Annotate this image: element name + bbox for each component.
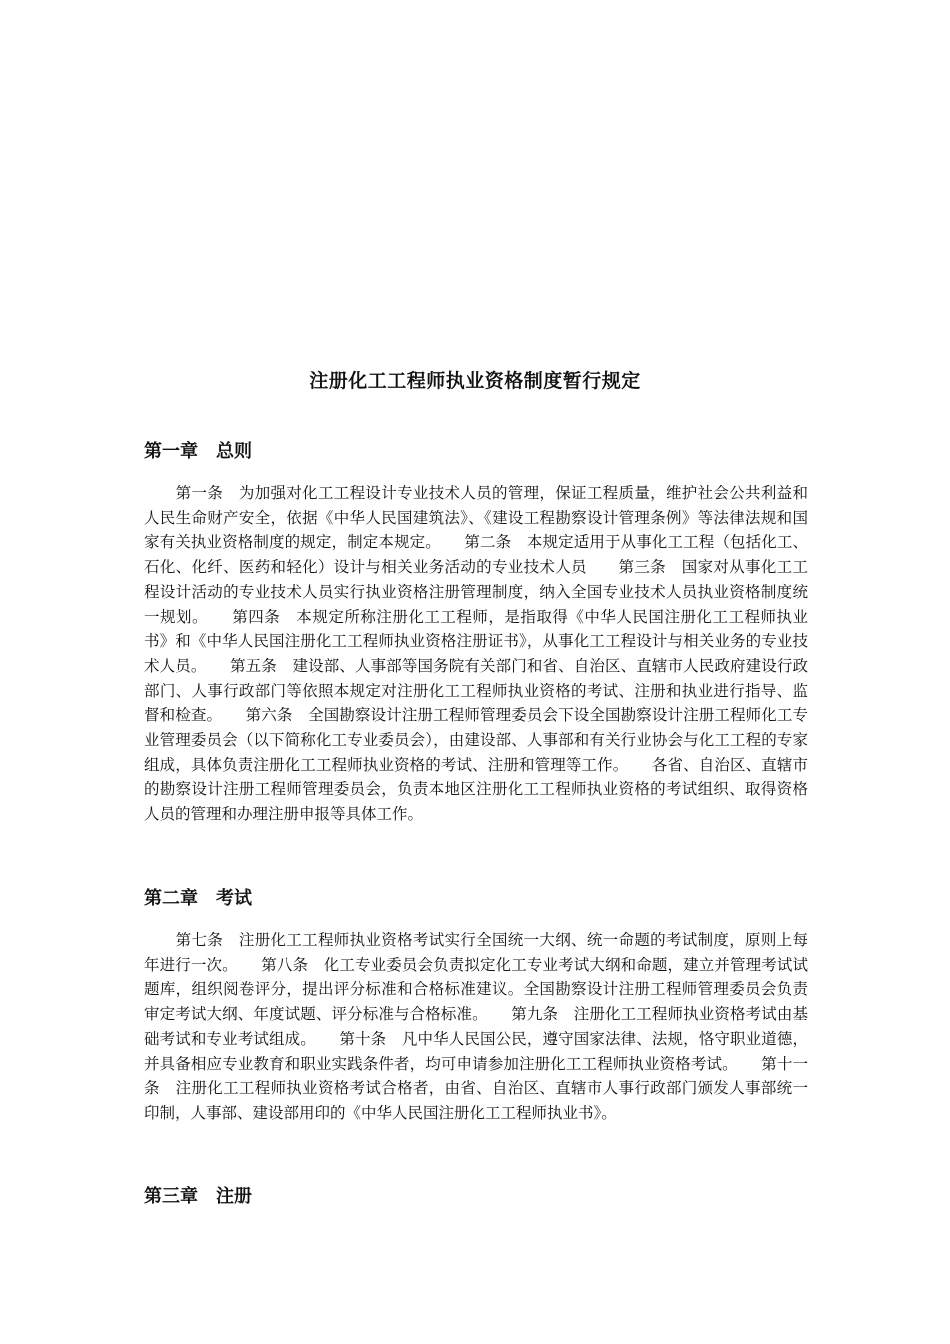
chapter-body-general: 第一条 为加强对化工工程设计专业技术人员的管理，保证工程质量，维护社会公共利益和人民生命财产安全，依据《中华人民国建筑法》、《建设工程勘察设计管理条例》等法律法规和国家有关执业资格制度的规定，制定本规定。 第二条 本规定适用于从事化工工程（包括化工、石化、化纤、医药和轻化）设计与相关业务活动的专业技术人员 第三条 国家对从事化工工程设计活动的专业技术人员实行执业资格注册管理制度，纳入全国专业技术人员执业资格制度统一规划。 第四条 本规定所称注册化工工程师，是指取得《中华人民国注册化工工程师执业书》和《中华人民国注册化工工程师执业资格注册证书》，从事化工工程设计与相关业务的专业技术人员。 第五条 建设部、人事部等国务院有关部门和省、自治区、直辖市人民政府建设行政部门、人事行政部门等依照本规定对注册化工工程师执业资格的考试、注册和执业进行指导、监督和检查。 第六条 全国勘察设计注册工程师管理委员会下设全国勘察设计注册工程师化工专业管理委员会（以下简称化工专业委员会），由建设部、人事部和有关行业协会与化工工程的专家组成，具体负责注册化工工程师执业资格的考试、注册和管理等工作。 各省、自治区、直辖市的勘察设计注册工程师管理委员会，负责本地区注册化工工程师执业资格的考试组织、取得资格人员的管理和办理注册申报等具体工作。 bbox=[144, 484, 808, 824]
chapter-heading-registration: 第三章 注册 bbox=[144, 1186, 252, 1207]
document-title: 注册化工工程师执业资格制度暂行规定 bbox=[309, 370, 641, 392]
chapter-heading-general: 第一章 总则 bbox=[144, 441, 252, 462]
chapter-heading-exam: 第二章 考试 bbox=[144, 888, 252, 909]
chapter-body-exam: 第七条 注册化工工程师执业资格考试实行全国统一大纲、统一命题的考试制度，原则上每年进行一次。 第八条 化工专业委员会负责拟定化工专业考试大纲和命题，建立并管理考试试题库，组织阅卷评分，提出评分标准和合格标准建议。全国勘察设计注册工程师管理委员会负责审定考试大纲、年度试题、评分标准与合格标准。 第九条 注册化工工程师执业资格考试由基础考试和专业考试组成。 第十条 凡中华人民国公民，遵守国家法律、法规，恪守职业道德，并具备相应专业教育和职业实践条件者，均可申请参加注册化工工程师执业资格考试。 第十一条 注册化工工程师执业资格考试合格者，由省、自治区、直辖市人事行政部门颁发人事部统一印制，人事部、建设部用印的《中华人民国注册化工工程师执业书》。 bbox=[144, 931, 808, 1122]
